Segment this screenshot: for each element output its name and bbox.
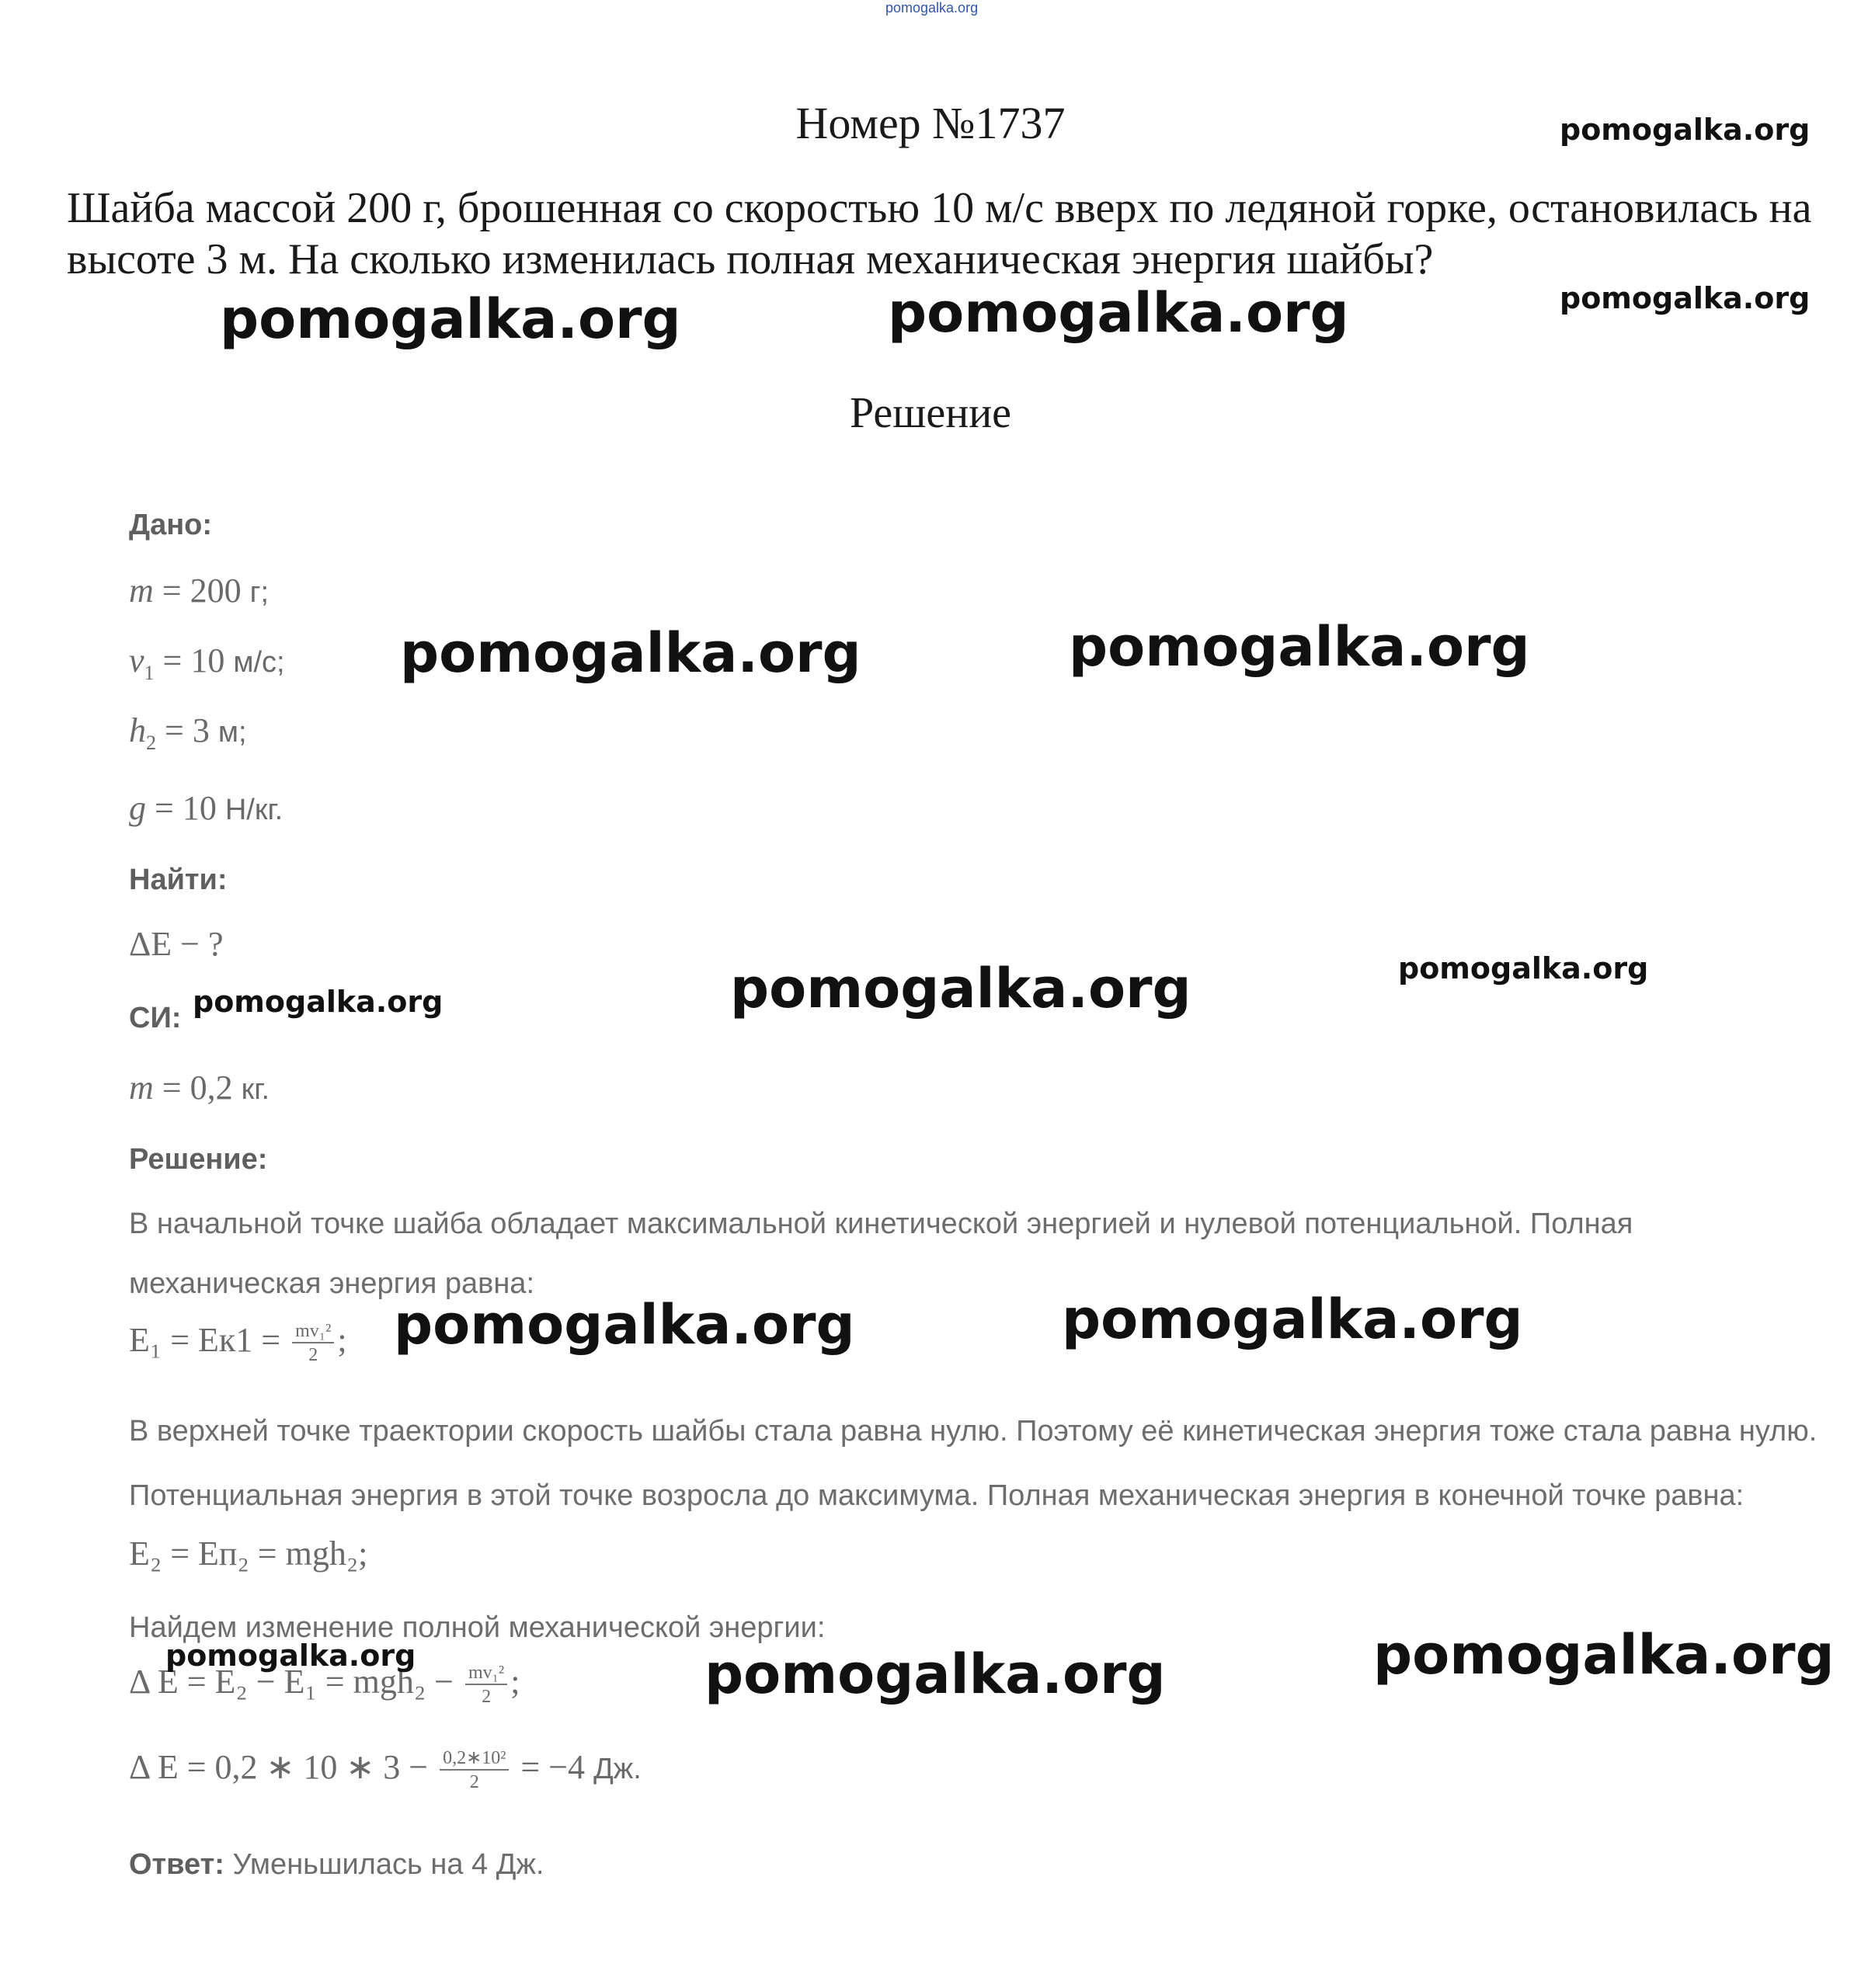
paragraph-1-line-1: В начальной точке шайба обладает максимальной кинетической энергией и нулевой потенциальной. Полная [129, 1208, 1633, 1240]
watermark: pomogalka.org [1069, 615, 1530, 679]
given-mass: m = 200 г; [129, 572, 270, 610]
paragraph-1-line-2: механическая энергия равна: [129, 1267, 534, 1300]
watermark: pomogalka.org [888, 281, 1349, 345]
si-label: СИ: [129, 1002, 182, 1034]
watermark: pomogalka.org [394, 1293, 855, 1357]
given-label: Дано: [129, 509, 213, 541]
find-value: ΔE − ? [129, 925, 224, 963]
top-watermark: pomogalka.org [885, 0, 979, 16]
paragraph-2-line-1: В верхней точке траектории скорость шайбы стала равна нулю. Поэтому её кинетическая энергия тоже стала равна нулю. [129, 1415, 1818, 1448]
watermark: pomogalka.org [1560, 113, 1811, 147]
answer-label: Ответ: [129, 1848, 224, 1881]
given-gravity: g = 10 Н/кг. [129, 789, 283, 827]
watermark: pomogalka.org [1398, 951, 1649, 985]
find-label: Найти: [129, 864, 228, 896]
watermark: pomogalka.org [704, 1642, 1166, 1706]
given-velocity: $v_1 = 10$ м/с; [129, 641, 285, 684]
watermark: pomogalka.org [1373, 1623, 1835, 1687]
formula-delta-e: Δ E = E₂ − E₁ = mgh₂ − $\frac{\text{mv₁²}}{2}$ ; [129, 1663, 520, 1707]
si-mass: m = 0,2 кг. [129, 1069, 270, 1107]
formula-e1: E₁ = Eк1 = $\frac{\text{mv₁²}}{2}$ ; [129, 1321, 347, 1365]
page-title: Номер №1737 [795, 98, 1066, 148]
answer [129, 1848, 544, 1882]
formula-delta-e-value: Δ E = 0,2 ∗ 10 ∗ 3 − $\frac{\text{0,2∗10²}}{2}$ = −4 Дж. [129, 1748, 642, 1792]
answer-text: Уменьшилась на 4 Дж. [232, 1848, 544, 1881]
given-height: $h_2 = 3$ м; [129, 711, 247, 754]
paragraph-2-line-2: Потенциальная энергия в этой точке возросла до максимума. Полная механическая энергия в конечной точке равна: [129, 1479, 1744, 1512]
watermark: pomogalka.org [400, 621, 861, 685]
paragraph-3: Найдем изменение полной механической энергии: [129, 1611, 826, 1644]
watermark: pomogalka.org [1560, 281, 1811, 315]
watermark: pomogalka.org [193, 985, 444, 1019]
task-text: Шайба массой 200 г, брошенная со скоростью 10 м/с вверх по ледяной горке, остановилась на высоте 3 м. На сколько изменилась полная механическая энергия шайбы? [67, 184, 1812, 283]
formula-e2: E₂ = Eп₂ = mgh₂; [129, 1534, 368, 1573]
solution-heading: Решение [849, 389, 1012, 437]
watermark: pomogalka.org [220, 287, 681, 351]
watermark: pomogalka.org [1062, 1288, 1523, 1351]
watermark: pomogalka.org [165, 1639, 416, 1673]
watermark: pomogalka.org [730, 957, 1191, 1020]
solution-label: Решение: [129, 1143, 268, 1176]
